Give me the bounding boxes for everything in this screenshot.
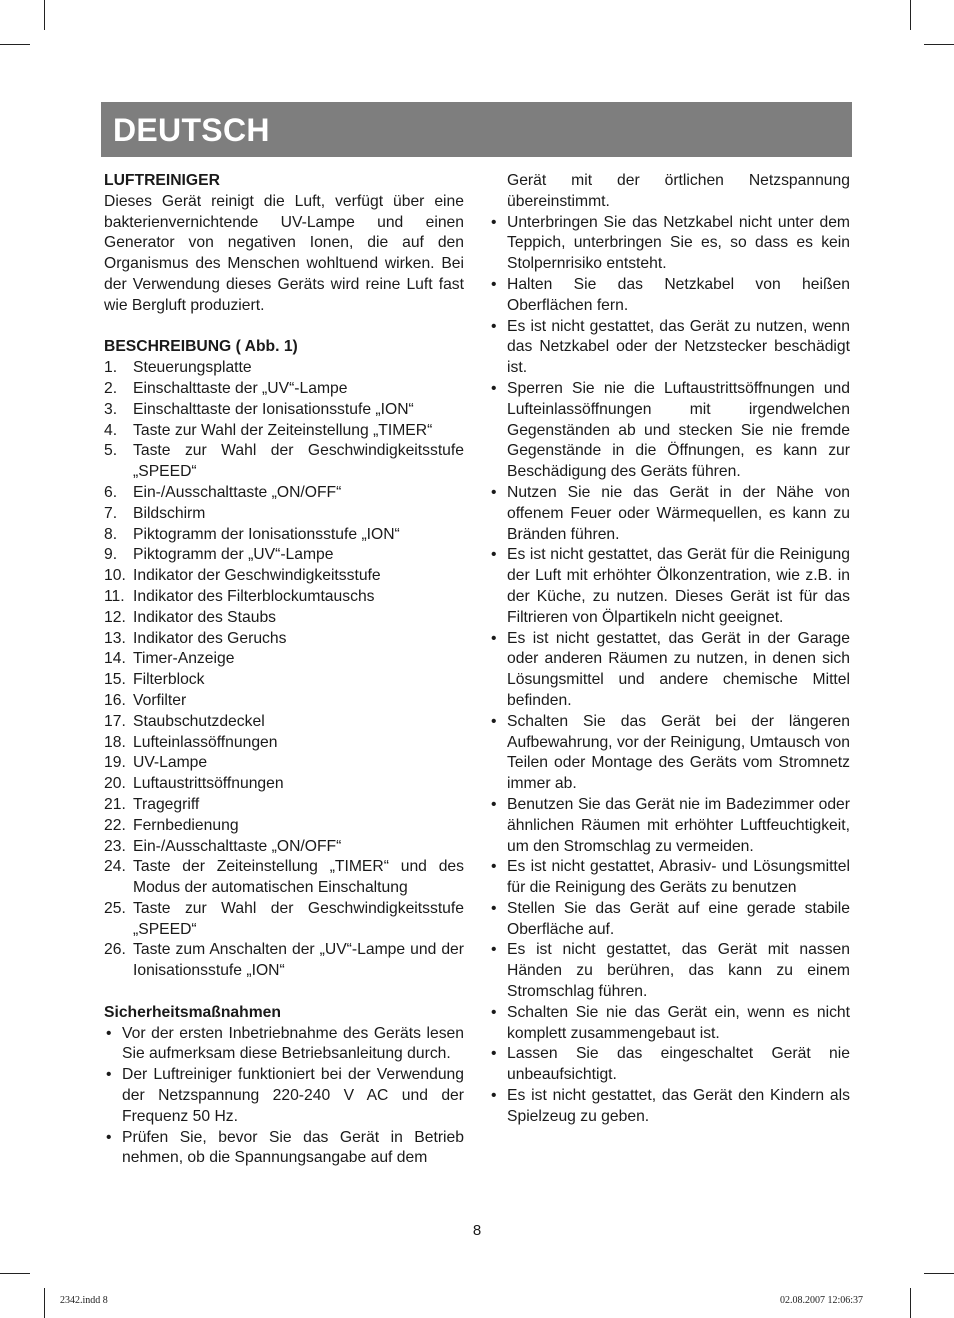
item-number: 17. (104, 712, 126, 730)
item-text: Fernbedienung (133, 816, 239, 834)
timestamp-slug: 02.08.2007 12:06:37 (780, 1295, 864, 1306)
item-text: Staubschutzdeckel (133, 712, 265, 730)
bullet-icon: • (491, 379, 497, 397)
safety-item-text: Nutzen Sie nie das Gerät in der Nähe von offenem Feuer oder Wärmequellen, es kann zu Bränden führen. (507, 483, 850, 543)
item-number: 21. (104, 795, 126, 813)
safety-item (489, 545, 850, 628)
bullet-icon: • (491, 795, 497, 813)
description-item (104, 712, 464, 733)
description-item (104, 733, 464, 754)
item-number: 2. (104, 379, 118, 397)
item-text: Timer-Anzeige (133, 650, 235, 668)
language-title: DEUTSCH (113, 112, 270, 148)
description-item (104, 525, 464, 546)
item-number: 20. (104, 775, 126, 793)
item-number: 13. (104, 629, 126, 647)
safety-item (489, 899, 850, 941)
crop-mark (44, 0, 45, 30)
safety-item (489, 940, 850, 1002)
item-number: 26. (104, 941, 126, 959)
safety-heading: Sicherheitsmaßnahmen (104, 1003, 281, 1021)
bullet-icon: • (106, 1024, 112, 1042)
safety-item (489, 795, 850, 857)
description-item (104, 587, 464, 608)
safety-item-text: Es ist nicht gestattet, das Gerät in der Garage oder anderen Räumen zu nutzen, in denen sich Lösungsmittel und andere chemische Mittel befinden. (507, 629, 850, 709)
crop-mark (924, 1273, 954, 1274)
left-column (104, 171, 464, 1169)
item-text: Taste zum Anschalten der „UV“-Lampe und der Ionisationsstufe „ION“ (133, 941, 464, 980)
item-text: Luftaustrittsöffnungen (133, 775, 284, 793)
safety-item-text: Schalten Sie das Gerät bei der längeren Aufbewahrung, vor der Reinigung, Umtausch von Teilen oder Montage des Geräts vom Stromnetz immer ab. (507, 712, 850, 793)
description-item (104, 504, 464, 525)
intro-heading: LUFTREINIGER (104, 172, 220, 189)
item-text: Indikator des Staubs (133, 608, 277, 626)
item-number: 19. (104, 754, 126, 772)
item-text: Einschalttaste der „UV“-Lampe (133, 379, 348, 397)
description-item (104, 441, 464, 483)
description-item (104, 857, 464, 899)
bullet-icon: • (491, 1087, 497, 1105)
item-text: Indikator des Filterblockumtauschs (133, 587, 375, 605)
item-number: 18. (104, 733, 126, 751)
description-item (104, 670, 464, 691)
bullet-icon: • (106, 1128, 112, 1146)
description-item (104, 649, 464, 670)
safety-item-text: Es ist nicht gestattet, Abrasiv- und Lösungsmittel für die Reinigung des Geräts zu benutzen (507, 858, 850, 897)
item-number: 23. (104, 837, 126, 855)
safety-item-text: Halten Sie das Netzkabel von heißen Oberflächen fern. (507, 275, 850, 314)
item-number: 8. (104, 525, 118, 543)
page-number: 8 (472, 1222, 482, 1239)
item-text: Taste zur Wahl der Geschwindigkeitsstufe „SPEED“ (133, 442, 464, 481)
description-item (104, 421, 464, 442)
safety-item (104, 1024, 464, 1066)
language-header (101, 102, 852, 157)
bullet-icon: • (491, 213, 497, 231)
description-item (104, 899, 464, 941)
safety-item (104, 1128, 464, 1170)
description-item (104, 545, 464, 566)
item-text: Einschalttaste der Ionisationsstufe „ION“ (133, 400, 414, 418)
item-number: 7. (104, 504, 118, 522)
bullet-icon: • (491, 899, 497, 917)
safety-item (489, 629, 850, 712)
description-item (104, 608, 464, 629)
item-number: 3. (104, 400, 118, 418)
bullet-icon: • (491, 546, 497, 564)
description-item (104, 400, 464, 421)
item-text: Vorfilter (133, 691, 187, 709)
bullet-icon: • (491, 317, 497, 335)
bullet-icon: • (491, 1003, 497, 1021)
item-text: Indikator der Geschwindigkeitsstufe (133, 567, 381, 585)
bullet-icon: • (491, 712, 497, 730)
description-item (104, 837, 464, 858)
item-text: Taste zur Wahl der Geschwindigkeitsstufe „SPEED“ (133, 899, 464, 938)
safety-item-text: Schalten Sie nie das Gerät ein, wenn es nicht komplett zusammengebaut ist. (507, 1003, 850, 1042)
bullet-icon: • (106, 1066, 112, 1084)
description-item (104, 753, 464, 774)
safety-list-right (489, 213, 850, 1128)
item-text: Ein-/Ausschalttaste „ON/OFF“ (133, 837, 342, 855)
item-text: Indikator des Geruchs (133, 629, 287, 647)
description-item (104, 940, 464, 982)
safety-item-text: Prüfen Sie, bevor Sie das Gerät in Betrieb nehmen, ob die Spannungsangabe auf dem (122, 1128, 464, 1167)
bullet-icon: • (491, 941, 497, 959)
safety-item (489, 1003, 850, 1045)
safety-item (489, 712, 850, 795)
item-text: Piktogramm der Ionisationsstufe „ION“ (133, 525, 400, 543)
crop-mark (44, 1288, 45, 1318)
description-item (104, 691, 464, 712)
safety-item (489, 379, 850, 483)
description-item (104, 358, 464, 379)
description-item (104, 795, 464, 816)
safety-item (489, 857, 850, 899)
safety-item (489, 1086, 850, 1128)
item-text: Filterblock (133, 671, 205, 689)
item-text: Taste zur Wahl der Zeiteinstellung „TIMER“ (133, 421, 433, 439)
item-number: 5. (104, 442, 118, 460)
safety-item-text: Sperren Sie nie die Luftaustrittsöffnungen und Lufteinlassöffnungen mit irgendwelchen Gegenständen ab und stecken Sie nie fremde Gegenstände in die Öffnungen, es kann zur Beschädigung des Geräts führen. (507, 379, 850, 481)
safety-item-text: Es ist nicht gestattet, das Gerät zu nutzen, wenn das Netzkabel oder der Netzstecker beschädigt ist. (507, 317, 850, 377)
safety-item-text: Es ist nicht gestattet, das Gerät den Kindern als Spielzeug zu geben. (507, 1087, 850, 1125)
item-number: 12. (104, 608, 126, 626)
right-column (489, 171, 850, 1128)
safety-item (489, 317, 850, 379)
item-text: Tragegriff (133, 795, 200, 813)
bullet-icon: • (491, 275, 497, 293)
bullet-icon: • (491, 1045, 497, 1063)
description-item (104, 774, 464, 795)
item-number: 25. (104, 899, 126, 917)
file-slug: 2342.indd 8 (60, 1295, 108, 1306)
safety-item-text: Es ist nicht gestattet, das Gerät mit nassen Händen zu berühren, das kann zu einem Stromschlag führen. (507, 941, 850, 1001)
item-text: UV-Lampe (133, 754, 208, 772)
item-number: 4. (104, 421, 118, 439)
item-text: Bildschirm (133, 504, 206, 522)
description-item (104, 379, 464, 400)
item-number: 22. (104, 816, 126, 834)
item-text: Piktogramm der „UV“-Lampe (133, 546, 334, 564)
intro-text: Dieses Gerät reinigt die Luft, verfügt über eine bakterienvernichtende UV-Lampe und einen Generator von negativen Ionen, die auf den Organismus des Menschen wohltuend wirken. Bei der Verwendung dieses Geräts wird reine Luft fast wie Bergluft produziert. (104, 192, 464, 314)
safety-item (104, 1065, 464, 1127)
crop-mark (0, 44, 30, 45)
safety-continuation: Gerät mit der örtlichen Netzspannung übereinstimmt. (507, 172, 850, 210)
safety-list-left (104, 1024, 464, 1170)
item-number: 9. (104, 546, 118, 564)
item-number: 15. (104, 671, 126, 689)
item-text: Ein-/Ausschalttaste „ON/OFF“ (133, 483, 342, 501)
safety-item-text: Vor der ersten Inbetriebnahme des Geräts lesen Sie aufmerksam diese Betriebsanleitung durch. (122, 1024, 464, 1063)
safety-item (489, 275, 850, 317)
safety-item (489, 483, 850, 545)
item-number: 6. (104, 483, 118, 501)
crop-mark (0, 1273, 30, 1274)
safety-item (489, 1044, 850, 1086)
item-number: 24. (104, 858, 126, 876)
description-item (104, 483, 464, 504)
item-text: Lufteinlassöffnungen (133, 733, 278, 751)
item-text: Steuerungsplatte (133, 359, 252, 377)
description-heading: BESCHREIBUNG ( Abb. 1) (104, 338, 298, 356)
crop-mark (924, 44, 954, 45)
item-number: 16. (104, 691, 126, 709)
safety-item (489, 213, 850, 275)
safety-item-text: Benutzen Sie das Gerät nie im Badezimmer oder ähnlichen Räumen mit erhöhter Luftfeuchtigkeit, um den Stromschlag zu vermeiden. (507, 795, 850, 855)
item-number: 10. (104, 567, 126, 585)
safety-item-text: Lassen Sie das eingeschaltet Gerät nie unbeaufsichtigt. (507, 1045, 850, 1084)
item-number: 14. (104, 650, 126, 668)
item-number: 11. (104, 587, 125, 605)
description-item (104, 566, 464, 587)
bullet-icon: • (491, 858, 497, 876)
bullet-icon: • (491, 629, 497, 647)
item-number: 1. (104, 359, 118, 377)
crop-mark (910, 1288, 911, 1318)
description-item (104, 629, 464, 650)
crop-mark (910, 0, 911, 30)
item-text: Taste der Zeiteinstellung „TIMER“ und des Modus der automatischen Einschaltung (133, 858, 464, 897)
bullet-icon: • (491, 483, 497, 501)
safety-item-text: Unterbringen Sie das Netzkabel nicht unter dem Teppich, unterbringen Sie es, so dass es kein Stolpernrisiko entsteht. (507, 213, 850, 273)
description-item (104, 816, 464, 837)
description-list (104, 358, 464, 982)
safety-item-text: Der Luftreiniger funktioniert bei der Verwendung der Netzspannung 220-240 V AC und der Frequenz 50 Hz. (122, 1066, 464, 1125)
safety-item-text: Es ist nicht gestattet, das Gerät für die Reinigung der Luft mit erhöhter Ölkonzentration, wie z.B. in der Küche, zu nutzen. Dieses Gerät ist für das Filtrieren von Ölpartikeln nicht geeignet. (507, 546, 850, 626)
safety-item-text: Stellen Sie das Gerät auf eine gerade stabile Oberfläche auf. (507, 899, 850, 938)
